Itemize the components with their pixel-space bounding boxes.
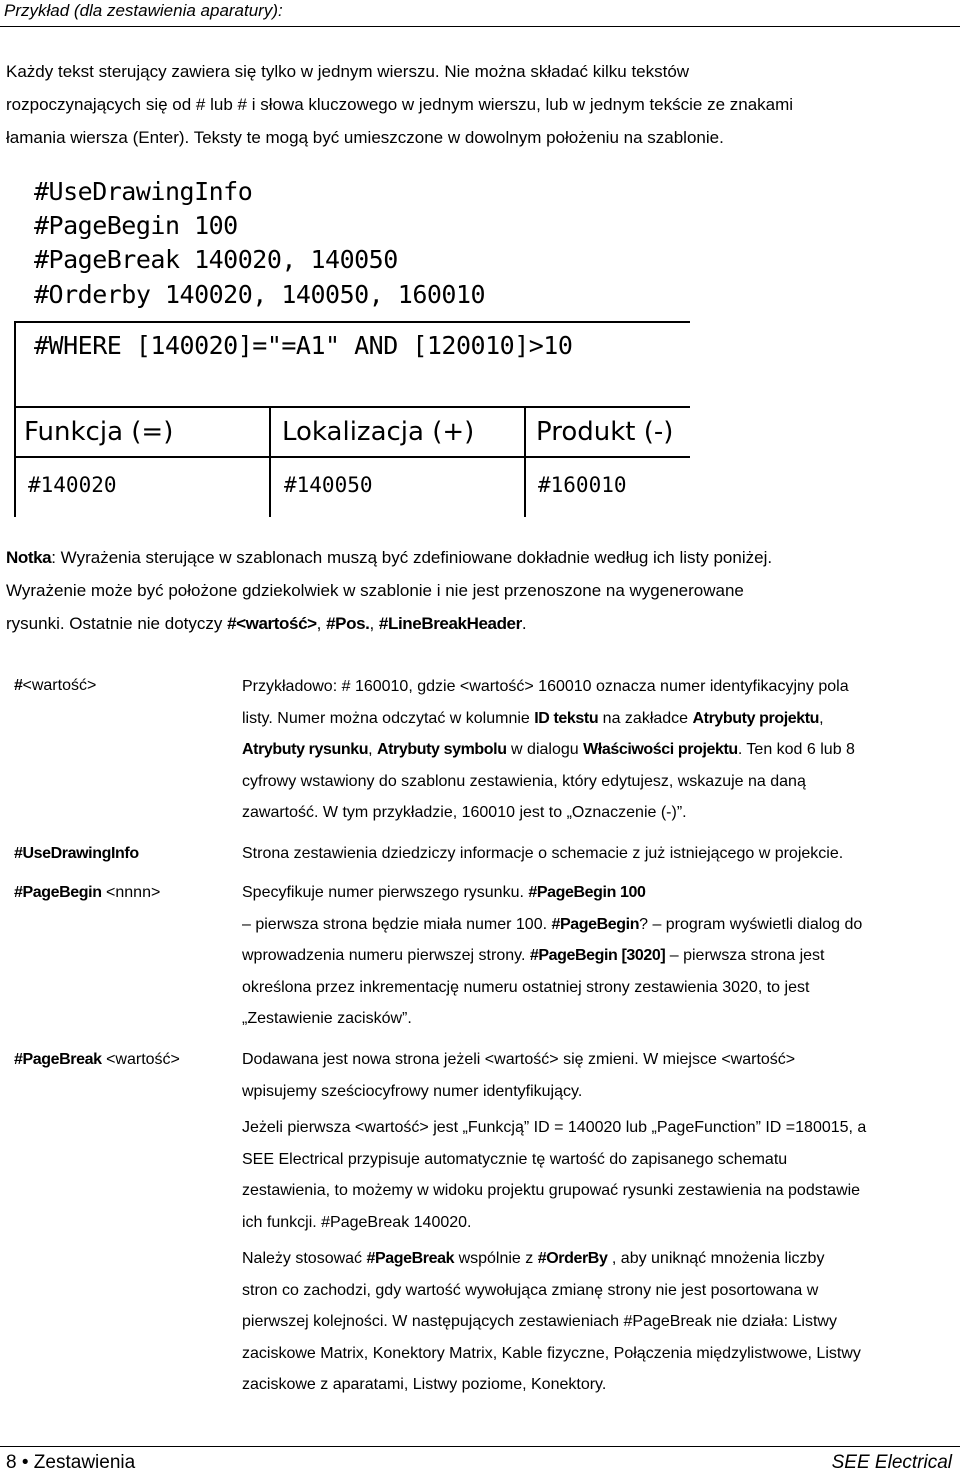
footer-product-name: SEE Electrical — [831, 1452, 952, 1473]
desc-pagebegin-line-5: „Zestawienie zacisków”. — [242, 1010, 412, 1027]
heading-divider — [0, 26, 960, 27]
desc-pagebreak-p2-line-4: ich funkcji. #PageBreak 140020. — [242, 1213, 472, 1231]
term-wartosc-hash: # — [14, 677, 23, 694]
figure-rule-header-bottom — [14, 456, 690, 458]
note-line-1-text: : Wyrażenia sterujące w szablonach muszą być zdefiniowane dokładnie według ich listy poniżej. — [51, 548, 773, 567]
keyword-atrybuty-rysunku: Atrybuty rysunku — [242, 741, 369, 758]
note-keyword-wartosc: #<wartość> — [227, 614, 317, 633]
keyword-pagebreak: #PageBreak — [366, 1250, 455, 1267]
code-line-orderby: #Orderby 140020, 140050, 160010 — [34, 280, 486, 309]
desc-pagebreak-p2-line-2: SEE Electrical przypisuje automatycznie tę wartość do zapisanego schematu — [242, 1150, 788, 1168]
desc-wartosc-line-3 — [242, 734, 954, 766]
keyword-pagebegin-3020: #PageBegin [3020] — [529, 947, 666, 964]
term-pagebegin — [14, 884, 160, 902]
column-value-lokalizacja: #140050 — [284, 473, 373, 497]
note-line-3-text: rysunki. Ostatnie nie dotyczy — [6, 614, 228, 633]
term-wartosc-label: <wartość> — [22, 677, 97, 694]
code-line-pagebegin: #PageBegin 100 — [34, 211, 238, 240]
template-example-figure — [14, 177, 694, 517]
desc-pagebegin — [242, 877, 954, 1035]
intro-line-3: łamania wiersza (Enter). Teksty te mogą być umieszczone w dowolnym położeniu na szablonie. — [6, 128, 724, 147]
column-header-produkt: Produkt (-) — [536, 417, 674, 447]
desc-pagebreak-p1-line-2: wpisujemy sześciocyfrowy numer identyfikujący. — [242, 1082, 583, 1100]
note-separator-2: , — [369, 614, 379, 633]
desc-pagebegin-line-2-c: ? – program wyświetli dialog do — [639, 915, 863, 933]
keyword-atrybuty-projektu: Atrybuty projektu — [692, 709, 820, 727]
figure-rule-top — [14, 321, 690, 323]
footer-page-info — [6, 1452, 135, 1474]
keyword-orderby: #OrderBy — [537, 1250, 608, 1267]
desc-wartosc-line-3-b: , — [368, 741, 377, 758]
desc-wartosc-line-1: Przykładowo: # 160010, gdzie <wartość> 160010 oznacza numer identyfikacyjny pola — [242, 678, 849, 695]
desc-usedrawinginfo — [242, 838, 954, 870]
desc-wartosc-line-2-e: , — [819, 709, 824, 727]
term-wartosc — [14, 677, 96, 695]
desc-wartosc-line-4: cyfrowy wstawiony do szablonu zestawienia, który edytujesz, wskazuje na daną — [242, 772, 806, 790]
code-line-usedrawinginfo: #UseDrawingInfo — [34, 177, 253, 206]
note-keyword-linebreakheader: #LineBreakHeader — [378, 614, 522, 633]
keyword-id-tekstu: ID tekstu — [534, 709, 599, 727]
bullet-icon: • — [21, 1452, 29, 1473]
page-number: 8 — [6, 1452, 17, 1473]
desc-wartosc-line-2-a: listy. Numer można odczytać w kolumnie — [242, 709, 535, 727]
column-header-lokalizacja: Lokalizacja (+) — [282, 417, 475, 447]
figure-rule-col-2 — [269, 406, 271, 517]
term-pagebreak-keyword: #PageBreak — [14, 1051, 102, 1068]
column-value-produkt: #160010 — [538, 473, 627, 497]
desc-pagebegin-line-2 — [242, 909, 954, 941]
column-value-funkcja: #140020 — [28, 473, 117, 497]
keyword-pagebegin-100: #PageBegin 100 — [528, 884, 646, 901]
note-separator-1: , — [316, 614, 327, 633]
term-pagebegin-keyword: #PageBegin — [14, 884, 102, 901]
note-line-1 — [6, 541, 951, 574]
figure-rule-table-top — [14, 406, 690, 408]
desc-pagebreak-p3-line-1-e: , aby uniknąć mnożenia liczby — [607, 1250, 825, 1267]
intro-paragraph — [6, 55, 951, 154]
term-pagebreak-arg: <wartość> — [101, 1051, 180, 1068]
term-usedrawinginfo: #UseDrawingInfo — [14, 845, 139, 862]
desc-wartosc-line-3-d: w dialogu — [506, 741, 584, 758]
desc-wartosc — [242, 671, 954, 829]
desc-pagebegin-line-2-a: – pierwsza strona będzie miała numer 100. — [242, 915, 552, 933]
desc-pagebegin-line-1 — [242, 877, 954, 909]
keyword-pagebegin: #PageBegin — [551, 915, 640, 933]
desc-pagebreak-p1-line-1: Dodawana jest nowa strona jeżeli <wartość> się zmieni. W miejsce <wartość> — [242, 1051, 796, 1068]
figure-rule-col-3 — [524, 406, 526, 517]
desc-pagebreak-p3-line-5: zaciskowe z aparatami, Listwy poziome, Konektory. — [242, 1376, 607, 1393]
desc-pagebreak-p3 — [242, 1243, 954, 1401]
desc-pagebreak-p2-line-3: zestawienia, to możemy w widoku projektu grupować rysunki zestawienia na podstawie — [242, 1182, 861, 1199]
desc-pagebegin-line-3 — [242, 940, 954, 972]
keyword-atrybuty-symbolu: Atrybuty symbolu — [376, 741, 507, 758]
keyword-wlasciwosci-projektu: Właściwości projektu — [583, 741, 738, 758]
section-heading: Przykład (dla zestawienia aparatury): — [4, 1, 283, 20]
desc-wartosc-line-5: zawartość. W tym przykładzie, 160010 jest to „Oznaczenie (-)”. — [242, 804, 687, 821]
desc-pagebreak-p3-line-1 — [242, 1243, 954, 1275]
desc-pagebegin-line-3-c: – pierwsza strona jest — [665, 947, 825, 964]
intro-line-1: Każdy tekst sterujący zawiera się tylko w jednym wierszu. Nie można składać kilku tekstów — [6, 62, 690, 81]
desc-pagebegin-line-1-a: Specyfikuje numer pierwszego rysunku. — [242, 884, 529, 901]
note-keyword-pos: #Pos. — [326, 614, 370, 633]
term-pagebreak — [14, 1051, 180, 1069]
code-line-where: #WHERE [140020]="=A1" AND [120010]>10 — [34, 331, 573, 360]
desc-wartosc-line-3-f: . Ten kod 6 lub 8 — [737, 741, 855, 758]
note-line-2: Wyrażenie może być położone gdziekolwiek w szablonie i nie jest przenoszone na wygenerowane — [6, 581, 744, 600]
note-paragraph — [6, 541, 951, 640]
note-period: . — [521, 614, 527, 633]
desc-wartosc-line-2-c: na zakładce — [598, 709, 693, 727]
desc-pagebreak-p3-line-2: stron co zachodzi, gdy wartość wywołująca zmianę strony nie jest posortowana w — [242, 1281, 819, 1299]
desc-pagebreak-p3-line-4: zaciskowe Matrix, Konektory Matrix, Kable fizyczne, Połączenia międzylistwowe, Listwy — [242, 1344, 861, 1362]
desc-pagebreak-p3-line-3: pierwszej kolejności. W następujących zestawieniach #PageBreak nie działa: Listwy — [242, 1313, 837, 1330]
figure-rule-left — [14, 321, 16, 517]
footer-divider — [0, 1446, 960, 1447]
desc-pagebegin-line-4: określona przez inkrementację numeru ostatniej strony zestawienia 3020, to jest — [242, 978, 810, 996]
intro-line-2: rozpoczynających się od # lub # i słowa kluczowego w jednym wierszu, lub w jednym tekście ze znakami — [6, 95, 794, 114]
desc-usedrawinginfo-line-1: Strona zestawienia dziedziczy informacje o schemacie z już istniejącego w projekcie. — [242, 845, 844, 862]
desc-wartosc-line-2 — [242, 703, 954, 735]
footer-section-name: Zestawienia — [33, 1452, 136, 1473]
code-line-pagebreak: #PageBreak 140020, 140050 — [34, 245, 398, 274]
desc-pagebreak-p2 — [242, 1112, 954, 1238]
desc-pagebreak-p3-line-1-c: wspólnie z — [454, 1250, 538, 1267]
desc-pagebreak-p2-line-1: Jeżeli pierwsza <wartość> jest „Funkcją” ID = 140020 lub „PageFunction” ID =180015, a — [242, 1119, 867, 1136]
desc-pagebegin-line-3-a: wprowadzenia numeru pierwszej strony. — [242, 947, 530, 964]
desc-pagebreak-p1 — [242, 1044, 954, 1107]
term-pagebegin-arg: <nnnn> — [101, 884, 161, 901]
note-line-3 — [6, 607, 951, 640]
column-header-funkcja: Funkcja (=) — [24, 417, 174, 447]
desc-pagebreak-p3-line-1-a: Należy stosować — [242, 1250, 367, 1267]
note-label: Notka — [6, 548, 52, 567]
